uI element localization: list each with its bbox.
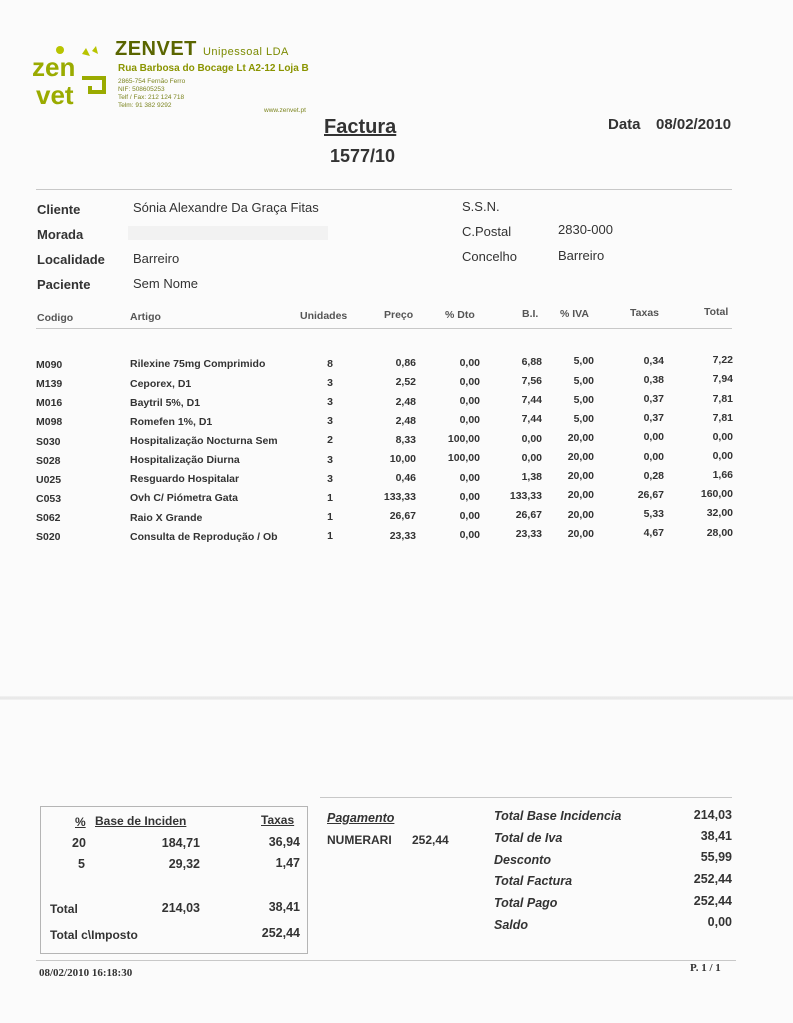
- cell-codigo: S030: [36, 435, 61, 448]
- tax-base-header: Base de Inciden: [95, 814, 187, 828]
- cell-taxas: 4,67: [643, 527, 664, 540]
- ssn-label: S.S.N.: [462, 199, 500, 214]
- cell-preco: 8,33: [395, 433, 416, 446]
- localidade-value: Barreiro: [133, 251, 180, 266]
- cell-bi: 0,00: [521, 451, 542, 464]
- cell-total: 7,81: [712, 411, 733, 424]
- tax-total-base: 214,03: [161, 901, 200, 915]
- localidade-label: Localidade: [37, 252, 105, 267]
- cell-iva: 20,00: [567, 470, 594, 483]
- cell-iva: 5,00: [573, 393, 594, 406]
- col-artigo: Artigo: [130, 311, 161, 323]
- total-imposto-label: Total c\Imposto: [50, 928, 138, 942]
- tax-row-base: 184,71: [161, 836, 200, 850]
- cliente-value: Sónia Alexandre Da Graça Fitas: [133, 200, 319, 215]
- paciente-label: Paciente: [37, 277, 91, 292]
- cell-artigo: Hospitalização Nocturna Sem: [130, 435, 278, 447]
- cell-codigo: U025: [36, 473, 62, 486]
- header-divider: [36, 189, 732, 190]
- cell-taxas: 26,67: [637, 488, 664, 501]
- cell-taxas: 0,00: [643, 450, 664, 463]
- tax-pct-header: %: [75, 815, 86, 829]
- cell-unidades: 1: [327, 530, 333, 543]
- cell-iva: 20,00: [567, 527, 594, 540]
- total-base-incidencia-label: Total Base Incidencia: [494, 809, 622, 823]
- cell-codigo: S062: [36, 512, 61, 525]
- morada-redacted: [128, 226, 328, 240]
- tax-total-taxas: 38,41: [268, 900, 300, 914]
- cell-total: 0,00: [712, 449, 733, 462]
- total-iva-label: Total de Iva: [494, 831, 563, 845]
- payment-amount: 252,44: [412, 833, 449, 847]
- cell-preco: 0,86: [395, 357, 416, 370]
- cell-artigo: Baytril 5%, D1: [130, 396, 201, 409]
- tax-row-taxas: 36,94: [268, 835, 300, 849]
- cell-iva: 5,00: [573, 355, 594, 368]
- total-pago-label: Total Pago: [494, 896, 558, 910]
- saldo-value: 0,00: [707, 915, 732, 929]
- cell-total: 7,81: [712, 392, 733, 405]
- cell-taxas: 0,38: [643, 373, 664, 386]
- totals-divider: [320, 797, 732, 798]
- cell-unidades: 3: [327, 376, 333, 389]
- cell-unidades: 3: [327, 415, 333, 428]
- cell-iva: 20,00: [567, 489, 594, 502]
- cell-total: 32,00: [706, 507, 733, 520]
- company-mobile: Telm: 91 382 9292: [118, 102, 172, 109]
- company-logo: [30, 42, 110, 112]
- cell-dto: 0,00: [459, 490, 480, 503]
- cell-iva: 5,00: [573, 412, 594, 425]
- cell-bi: 26,67: [515, 509, 542, 522]
- cell-codigo: M016: [36, 397, 63, 410]
- document-number: 1577/10: [330, 146, 396, 166]
- cell-preco: 2,48: [395, 414, 416, 427]
- col-iva: % IVA: [560, 308, 589, 320]
- cell-codigo: S028: [36, 454, 61, 467]
- cell-iva: 5,00: [573, 374, 594, 387]
- cell-codigo: C053: [36, 493, 62, 506]
- company-nif: NIF: 508605253: [118, 86, 165, 93]
- tax-row-base: 29,32: [168, 857, 200, 871]
- tax-row-pct: 20: [72, 836, 86, 850]
- cell-preco: 2,48: [395, 395, 416, 408]
- total-base-incidencia-value: 214,03: [693, 808, 732, 822]
- table-header-divider: [36, 328, 732, 329]
- cell-total: 7,94: [712, 373, 733, 386]
- cell-bi: 7,44: [521, 413, 542, 426]
- cell-codigo: M139: [36, 378, 63, 391]
- cell-artigo: Consulta de Reprodução / Ob: [130, 530, 278, 543]
- desconto-value: 55,99: [700, 850, 732, 864]
- cell-total: 0,00: [712, 430, 733, 443]
- cell-artigo: Romefen 1%, D1: [130, 415, 213, 428]
- cell-dto: 0,00: [459, 356, 480, 369]
- cell-taxas: 0,37: [643, 393, 664, 406]
- cell-bi: 0,00: [521, 432, 542, 445]
- company-website: www.zenvet.pt: [264, 107, 306, 114]
- cell-dto: 0,00: [459, 528, 480, 541]
- col-bi: B.I.: [522, 308, 539, 320]
- cpostal-value: 2830-000: [558, 222, 613, 237]
- cell-unidades: 2: [327, 434, 333, 447]
- col-unidades: Unidades: [300, 310, 348, 322]
- cell-bi: 1,38: [521, 470, 542, 483]
- saldo-label: Saldo: [494, 918, 529, 932]
- company-phone: Telf / Fax: 212 124 718: [118, 94, 185, 101]
- cell-taxas: 0,37: [643, 412, 664, 425]
- cell-dto: 100,00: [447, 433, 480, 446]
- cell-bi: 6,88: [521, 356, 542, 368]
- cell-dto: 0,00: [459, 414, 480, 427]
- logo-leaf-shape: [82, 46, 98, 56]
- cell-iva: 20,00: [567, 508, 594, 521]
- total-pago-value: 252,44: [693, 894, 732, 908]
- concelho-label: Concelho: [462, 249, 517, 264]
- logo-text-top: zen: [32, 52, 76, 82]
- cell-artigo: Resguardo Hospitalar: [130, 473, 240, 486]
- cell-unidades: 1: [327, 511, 333, 523]
- tax-row-taxas: 1,47: [275, 856, 300, 870]
- cell-dto: 0,00: [459, 394, 480, 407]
- cell-bi: 7,44: [521, 394, 542, 407]
- cell-artigo: Ceporex, D1: [130, 377, 192, 390]
- cell-preco: 0,46: [395, 472, 416, 485]
- cell-taxas: 5,33: [643, 508, 664, 520]
- company-name-main: ZENVET: [115, 38, 197, 60]
- document-date: 08/02/2010: [656, 116, 732, 133]
- col-taxas: Taxas: [630, 307, 659, 319]
- company-address: Rua Barbosa do Bocage Lt A2-12 Loja B: [118, 63, 309, 74]
- cell-dto: 0,00: [459, 471, 480, 484]
- print-timestamp: 08/02/2010 16:18:30: [39, 967, 133, 979]
- cell-preco: 10,00: [389, 452, 416, 465]
- page-number: P. 1 / 1: [690, 962, 721, 974]
- document-title: Factura: [324, 116, 397, 138]
- cell-bi: 133,33: [509, 490, 542, 503]
- tax-row-pct: 5: [78, 857, 85, 871]
- total-iva-value: 38,41: [700, 829, 732, 843]
- cell-taxas: 0,28: [643, 469, 664, 482]
- cell-total: 160,00: [700, 488, 733, 501]
- cell-dto: 0,00: [459, 509, 480, 522]
- cell-unidades: 8: [327, 357, 333, 370]
- payment-label: Pagamento: [327, 811, 395, 825]
- total-factura-label: Total Factura: [494, 874, 573, 888]
- concelho-value: Barreiro: [558, 248, 605, 263]
- paper-fold: [0, 696, 793, 700]
- cell-iva: 20,00: [567, 432, 594, 444]
- total-imposto-value: 252,44: [261, 926, 300, 940]
- cell-taxas: 0,00: [643, 431, 664, 444]
- total-factura-value: 252,44: [693, 872, 732, 886]
- zenvet-logo-icon: [30, 42, 110, 112]
- cell-artigo: Ovh C/ Piómetra Gata: [130, 492, 238, 505]
- logo-text-bottom: vet: [36, 80, 74, 110]
- cell-artigo: Hospitalização Diurna: [130, 454, 240, 467]
- cell-codigo: M098: [36, 416, 63, 429]
- col-codigo: Codigo: [37, 312, 74, 324]
- desconto-label: Desconto: [494, 853, 551, 867]
- cell-dto: 100,00: [447, 452, 480, 465]
- tax-taxas-header: Taxas: [261, 813, 295, 827]
- cell-total: 1,66: [712, 469, 733, 482]
- cell-artigo: Rilexine 75mg Comprimido: [130, 358, 266, 371]
- cell-iva: 20,00: [567, 451, 594, 464]
- cell-codigo: M090: [36, 359, 63, 371]
- payment-method: NUMERARI: [327, 833, 392, 847]
- cell-codigo: S020: [36, 531, 61, 544]
- col-preco: Preço: [384, 309, 414, 321]
- cell-preco: 2,52: [395, 376, 416, 389]
- company-postal: 2865-754 Fernão Ferro: [118, 78, 186, 85]
- tax-total-label: Total: [50, 902, 78, 916]
- cell-preco: 26,67: [389, 510, 416, 523]
- cell-unidades: 3: [327, 472, 333, 485]
- col-total: Total: [704, 306, 729, 318]
- paciente-value: Sem Nome: [133, 276, 199, 291]
- company-name: [115, 38, 289, 61]
- cell-unidades: 1: [327, 491, 333, 504]
- cell-bi: 23,33: [515, 528, 542, 541]
- col-dto: % Dto: [445, 309, 475, 321]
- company-name-suffix: Unipessoal LDA: [202, 46, 289, 58]
- cell-taxas: 0,34: [643, 354, 664, 367]
- cell-preco: 23,33: [389, 529, 416, 542]
- date-label: Data: [608, 116, 641, 133]
- cell-artigo: Raio X Grande: [130, 511, 203, 524]
- cell-total: 28,00: [706, 526, 733, 539]
- morada-label: Morada: [37, 227, 84, 242]
- footer-divider: [36, 960, 736, 961]
- cell-dto: 0,00: [459, 375, 480, 388]
- cpostal-label: C.Postal: [462, 224, 512, 239]
- cell-preco: 133,33: [383, 491, 416, 504]
- cell-unidades: 3: [327, 453, 333, 466]
- logo-house-shape: [82, 78, 104, 92]
- cell-unidades: 3: [327, 396, 333, 409]
- cliente-label: Cliente: [37, 202, 81, 217]
- cell-bi: 7,56: [521, 375, 542, 388]
- cell-total: 7,22: [712, 354, 733, 367]
